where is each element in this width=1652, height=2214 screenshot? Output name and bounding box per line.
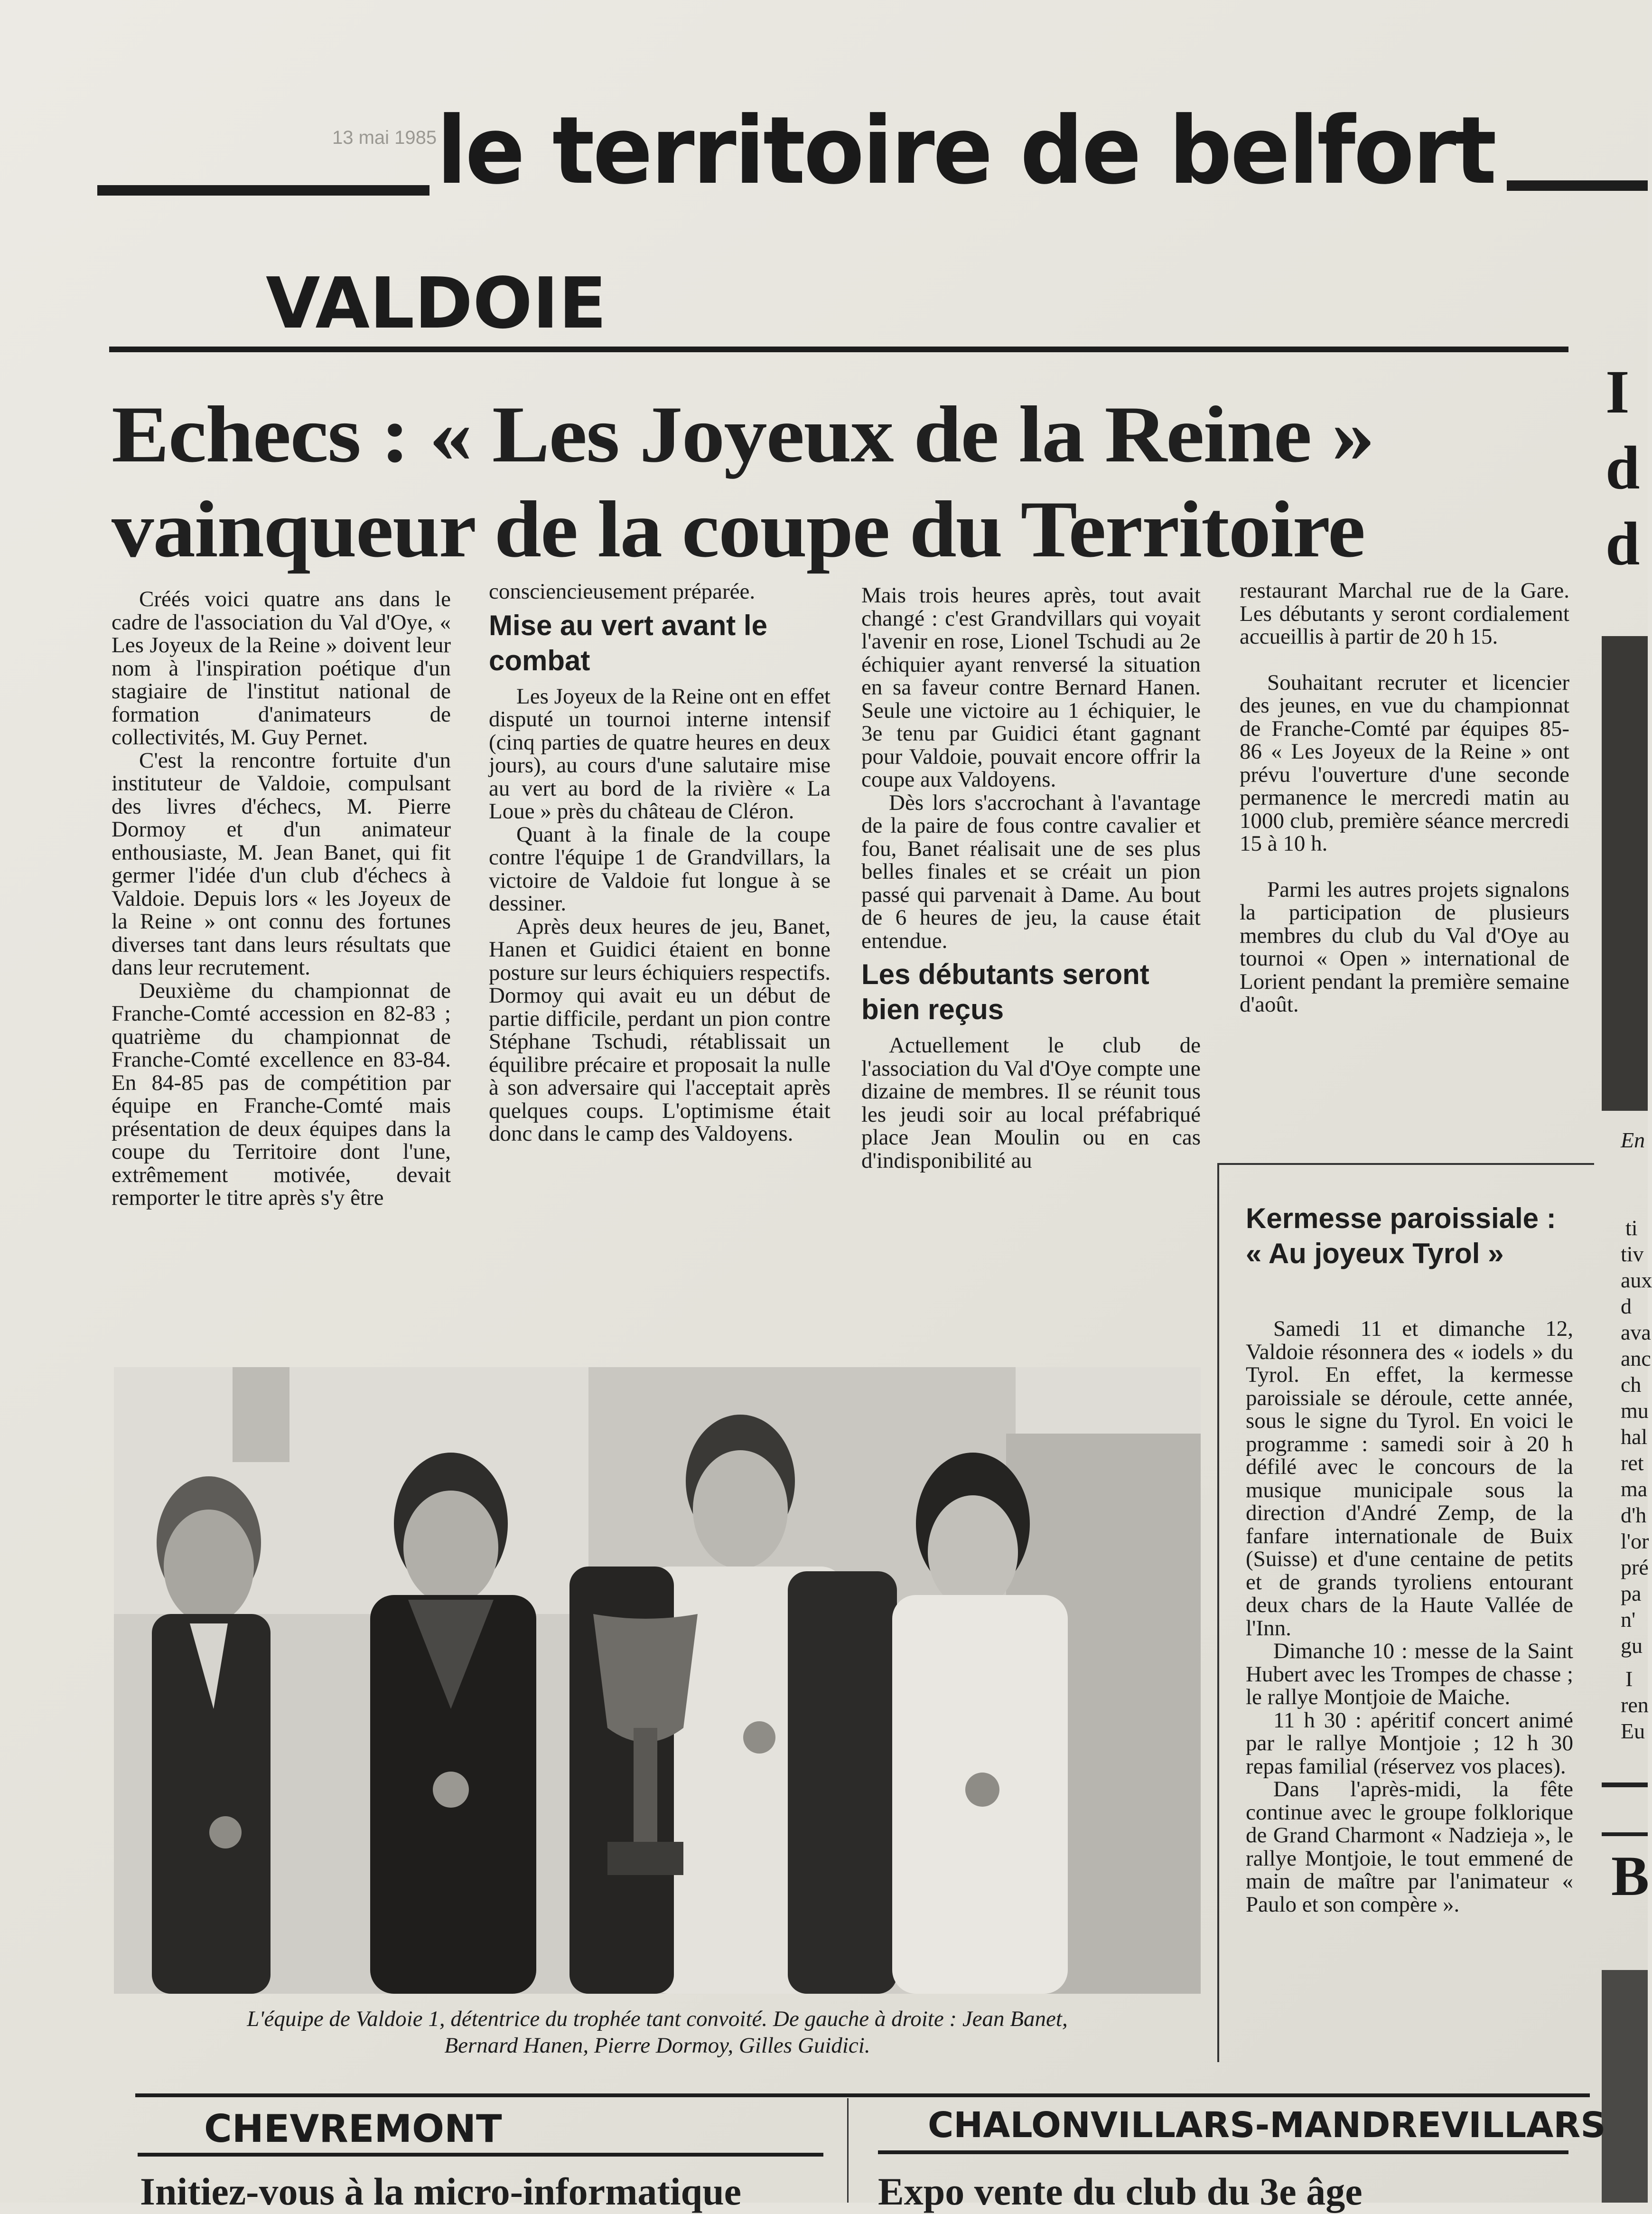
- paragraph: Créés voici quatre ans dans le cadre de l'association du Val d'Oye, « Les Joyeux de la Reine » doivent leur nom à l'inspiration poétique d'un stagiaire de l'institut national de formation d'animateurs de collectivités, M. Guy Pernet.: [112, 587, 451, 750]
- paragraph: Actuellement le club de l'association du Val d'Oye compte une dizaine de membres. Il se réunit tous les jeudi soir au local préfabriqué place Jean Moulin ou en cas d'indisponibilité au: [861, 1033, 1201, 1173]
- bottom-rule: [135, 2093, 1590, 2097]
- headline-line-1: Echecs : « Les Joyeux de la Reine »: [112, 390, 1374, 479]
- paragraph: Parmi les autres projets signalons la participation de plusieurs membres du club du Val d'Oye au tournoi « Open » international de Lorient pendant la première semaine d'août.: [1240, 877, 1569, 1017]
- subheading-debutants: Les débutants seront bien reçus: [861, 958, 1149, 1025]
- right-edge-fragment: I: [1625, 1667, 1633, 1691]
- right-edge-letter: d: [1605, 510, 1640, 578]
- section-rule-left: [97, 185, 429, 196]
- right-edge-fragment: l'or: [1621, 1529, 1649, 1553]
- team-photo-illustration: [114, 1367, 1201, 1994]
- right-edge-photo: [1602, 636, 1648, 1111]
- paragraph: Après deux heures de jeu, Banet, Hanen et Guidici étaient en bonne posture sur leurs échiquiers respectifs. Dormoy qui avait eu un début de partie difficile, perdant un pion contre Stéphane Tschudi, rétablissait un équilibre précaire et proposait la nulle à son adversaire qui l'acceptait après quelques coups. L'optimisme était donc dans le camp des Valdoyens.: [489, 914, 831, 1146]
- right-edge-fragment: anc: [1621, 1346, 1651, 1370]
- headline-line-2: vainqueur de la coupe du Territoire: [112, 485, 1365, 574]
- paragraph: consciencieusement préparée.: [489, 579, 756, 604]
- adjacent-column-fragment: [1592, 266, 1652, 2203]
- photo-caption: [114, 2006, 1201, 2059]
- paragraph: Souhaitant recruter et licencier des jeunes, en vue du championnat de Franche-Comté par équipes 85-86 « Les Joyeux de la Reine » ont prévu l'ouverture d'une seconde permanence le mercredi matin au 1000 club, première séance mercredi 15 à 10 h.: [1240, 670, 1569, 856]
- town-kicker-valdoie: VALDOIE: [266, 263, 607, 344]
- kicker-rule: [109, 347, 1568, 352]
- right-edge-fragment: pa: [1621, 1581, 1642, 1605]
- paragraph: Dimanche 10 : messe de la Saint Hubert avec les Trompes de chasse ; le rallye Montjoie de Maiche.: [1246, 1639, 1573, 1709]
- right-edge-fragment: gu: [1621, 1633, 1643, 1658]
- right-edge-fragment: hal: [1621, 1425, 1648, 1449]
- paragraph: C'est la rencontre fortuite d'un instituteur de Valdoie, compulsant des livres d'échecs, M. Pierre Dormoy et d'un animateur enthousiaste, M. Jean Banet, qui fit germer l'idée d'un club d'échecs à Valdoie. Depuis lors « les Joyeux de la Reine » ont connu des fortunes diverses tant dans leurs résultats que dans leur recrutement.: [112, 748, 451, 980]
- right-edge-rule: [1602, 1832, 1648, 1836]
- kermesse-title: Kermesse paroissiale : « Au joyeux Tyrol »: [1246, 1202, 1556, 1269]
- right-edge-fragment: pré: [1621, 1555, 1649, 1579]
- right-edge-fragment: ch: [1621, 1372, 1642, 1397]
- section-rule-right: [1507, 180, 1648, 191]
- team-photo: [114, 1367, 1201, 1994]
- paragraph: restaurant Marchal rue de la Gare. Les débutants y seront cordialement accueillis à partir de 20 h 15.: [1240, 578, 1569, 649]
- right-edge-fragment: ti: [1625, 1216, 1638, 1240]
- paragraph: 11 h 30 : apéritif concert animé par le rallye Montjoie ; 12 h 30 repas familial (réservez vos places).: [1246, 1707, 1573, 1779]
- paragraph: Mais trois heures après, tout avait changé : c'est Grandvillars qui voyait l'avenir en rose, Lionel Tschudi au 2e échiquier ayant renversé la situation en sa faveur contre Bernard Hanen. Seule une victoire au 1 échiquier, le 3e tenu par Guidici étant gagnant pour Valdoie, pouvait encore offrir la coupe aux Valdoyens.: [861, 583, 1201, 792]
- town-kicker-chalonvillars: CHALONVILLARS-MANDREVILLARS: [928, 2105, 1606, 2146]
- paragraph: Samedi 11 et dimanche 12, Valdoie résonnera des « iodels » du Tyrol. En effet, la kermesse paroissiale se déroule, cette année, sous le signe du Tyrol. En voici le programme : samedi soir à 20 h défilé avec le concours de la musique municipale sous la direction d'André Zemp, de la fanfare internationale de Buix (Suisse) et d'une centaine de petits et de grands tyroliens entourant deux chars de la Haute Vallée de l'Inn.: [1246, 1316, 1573, 1641]
- town-kicker-chevremont: CHEVREMONT: [204, 2107, 502, 2151]
- right-edge-fragment: ma: [1621, 1477, 1648, 1501]
- right-edge-caption: En: [1621, 1128, 1645, 1152]
- right-edge-fragment: mu: [1621, 1398, 1649, 1423]
- right-edge-letter: I: [1605, 358, 1630, 426]
- section-title: le territoire de belfort: [437, 97, 1495, 205]
- right-edge-fragment: d: [1621, 1294, 1632, 1318]
- right-edge-fragment: d'h: [1621, 1503, 1647, 1527]
- right-edge-letter: d: [1605, 434, 1640, 502]
- chalonvillars-headline: Expo vente du club du 3e âge: [878, 2170, 1363, 2213]
- right-edge-fragment: ren: [1621, 1693, 1649, 1717]
- right-edge-rule: [1602, 1782, 1648, 1787]
- column-divider: [847, 2098, 849, 2203]
- right-edge-fragment: ret: [1621, 1451, 1644, 1475]
- caption-line-1: L'équipe de Valdoie 1, détentrice du trophée tant convoité. De gauche à droite : Jean Banet,: [247, 2007, 1068, 2031]
- article-column-3: [861, 584, 1201, 1172]
- article-column-2: [489, 580, 831, 1145]
- article-column-4: [1240, 579, 1569, 1016]
- right-edge-fragment: n': [1621, 1607, 1636, 1632]
- right-edge-photo: [1602, 1970, 1648, 2203]
- kermesse-body: [1246, 1317, 1573, 1916]
- paragraph: Dans l'après-midi, la fête continue avec le groupe folklorique de Grand Charmont « Nadzieja », le rallye Montjoie, le tout emmené de main de maître par l'animateur « Paulo et son compère ».: [1246, 1777, 1573, 1917]
- chalonvillars-rule: [878, 2150, 1568, 2154]
- right-edge-fragment: aux: [1621, 1268, 1652, 1292]
- right-edge-fragment: ava: [1621, 1320, 1651, 1344]
- right-edge-fragment: tiv: [1621, 1242, 1644, 1266]
- chevremont-rule: [138, 2153, 823, 2157]
- right-edge-bottom-letter: B: [1611, 1844, 1650, 1907]
- paragraph: Dès lors s'accrochant à l'avantage de la paire de fous contre cavalier et fou, Banet réalisait une de ses plus belles finales et se créait un pion passé qui parvenait à Dame. Au bout de 6 heures de jeu, la cause était entendue.: [861, 790, 1201, 953]
- paragraph: Quant à la finale de la coupe contre l'équipe 1 de Grandvillars, la victoire de Valdoie fut longue à se dessiner.: [489, 822, 831, 916]
- paragraph: Les Joyeux de la Reine ont en effet disputé un tournoi interne intensif (cinq parties de quatre heures en deux jours), au cours d'une salutaire mise au vert au bord de la rivière « La Loue » près du château de Cléron.: [489, 684, 831, 824]
- caption-line-2: Bernard Hanen, Pierre Dormoy, Gilles Guidici.: [444, 2033, 870, 2058]
- paragraph: Deuxième du championnat de Franche-Comté accession en 82-83 ; quatrième du championnat de Franche-Comté excellence en 83-84. En 84-85 pas de compétition par équipe en Franche-Comté mais présentation de deux équipes dans la coupe du Territoire dont l'une, extrêmement motivée, devait remporter le titre après s'y être: [112, 978, 451, 1210]
- top-date: 13 mai 1985: [332, 127, 437, 148]
- subheading-mise-au-vert: Mise au vert avant le combat: [489, 609, 767, 676]
- article-column-1: [112, 588, 451, 1210]
- chevremont-headline: Initiez-vous à la micro-informatique: [140, 2170, 742, 2213]
- right-edge-fragment: Eu: [1621, 1719, 1645, 1743]
